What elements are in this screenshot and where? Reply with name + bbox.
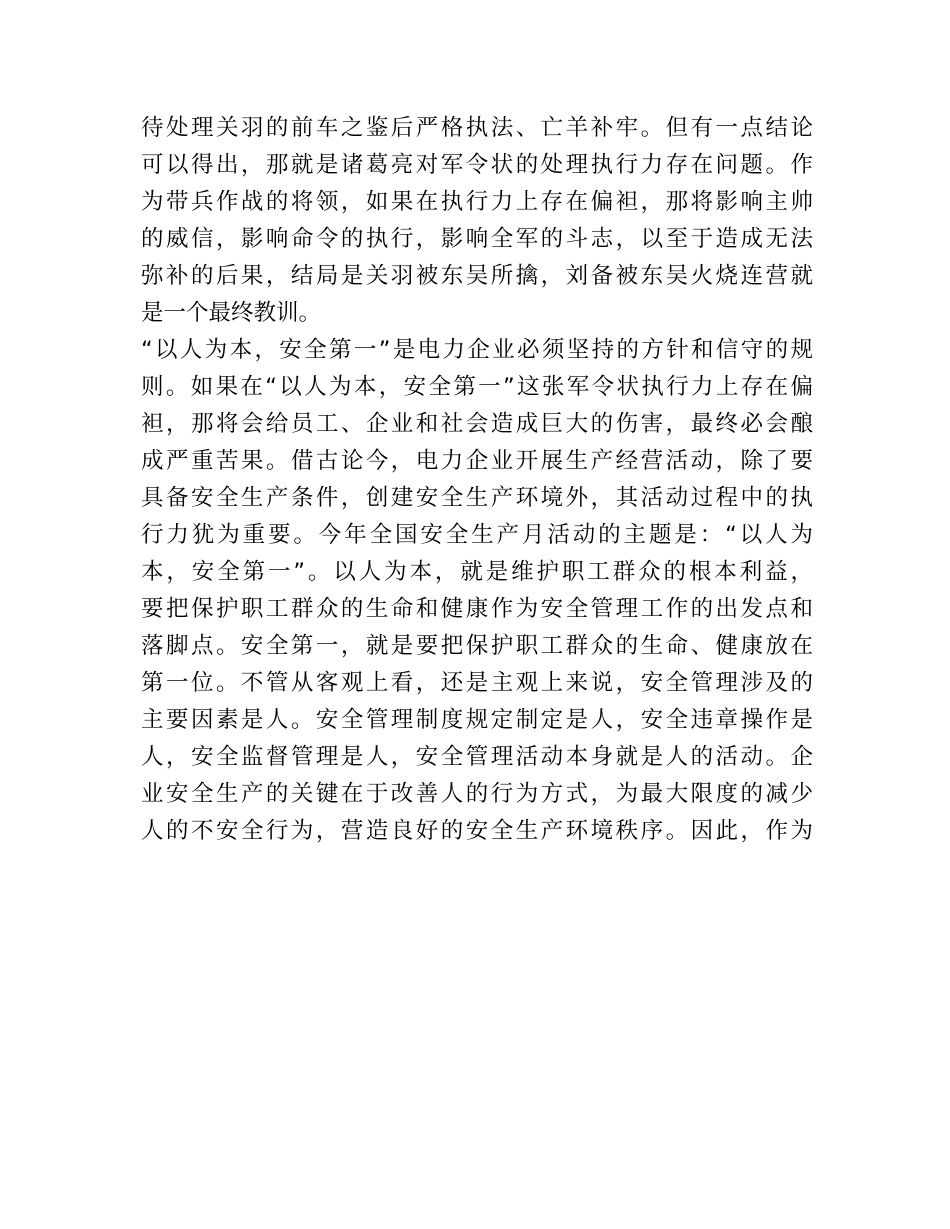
text-line: 可以得出，那就是诸葛亮对军令状的处理执行力存在问题。作 bbox=[141, 152, 813, 178]
text-line: 落脚点。安全第一，就是要把保护职工群众的生命、健康放在 bbox=[141, 633, 813, 659]
text-line: 待处理关羽的前车之鉴后严格执法、亡羊补牢。但有一点结论 bbox=[141, 115, 813, 141]
text-line: “以人为本，安全第一”是电力企业必须坚持的方针和信守的规 bbox=[141, 337, 813, 363]
text-line: 人，安全监督管理是人，安全管理活动本身就是人的活动。企 bbox=[141, 744, 813, 770]
paragraph-2 bbox=[141, 332, 813, 850]
text-line: 具备安全生产条件，创建安全生产环境外，其活动过程中的执 bbox=[141, 485, 813, 511]
text-line: 业安全生产的关键在于改善人的行为方式，为最大限度的减少 bbox=[141, 781, 813, 807]
text-line: 成严重苦果。借古论今，电力企业开展生产经营活动，除了要 bbox=[141, 448, 813, 474]
text-line: 要把保护职工群众的生命和健康作为安全管理工作的出发点和 bbox=[141, 596, 813, 622]
text-line: 主要因素是人。安全管理制度规定制定是人，安全违章操作是 bbox=[141, 707, 813, 733]
text-line: 第一位。不管从客观上看，还是主观上来说，安全管理涉及的 bbox=[141, 670, 813, 696]
text-line: 弥补的后果，结局是关羽被东吴所擒，刘备被东吴火烧连营就 bbox=[141, 263, 813, 289]
text-line: 的威信，影响命令的执行，影响全军的斗志，以至于造成无法 bbox=[141, 226, 813, 252]
text-line: 袒，那将会给员工、企业和社会造成巨大的伤害，最终必会酿 bbox=[141, 411, 813, 437]
text-line: 是一个最终教训。 bbox=[141, 300, 322, 326]
text-line: 本，安全第一”。以人为本，就是维护职工群众的根本利益， bbox=[141, 559, 813, 585]
document-body bbox=[141, 110, 813, 850]
paragraph-1 bbox=[141, 110, 813, 332]
text-line: 行力犹为重要。今年全国安全生产月活动的主题是：“以人为 bbox=[141, 522, 813, 548]
text-line: 人的不安全行为，营造良好的安全生产环境秩序。因此，作为 bbox=[141, 818, 813, 844]
text-line: 为带兵作战的将领，如果在执行力上存在偏袒，那将影响主帅 bbox=[141, 189, 813, 215]
text-line: 则。如果在“以人为本，安全第一”这张军令状执行力上存在偏 bbox=[141, 374, 813, 400]
